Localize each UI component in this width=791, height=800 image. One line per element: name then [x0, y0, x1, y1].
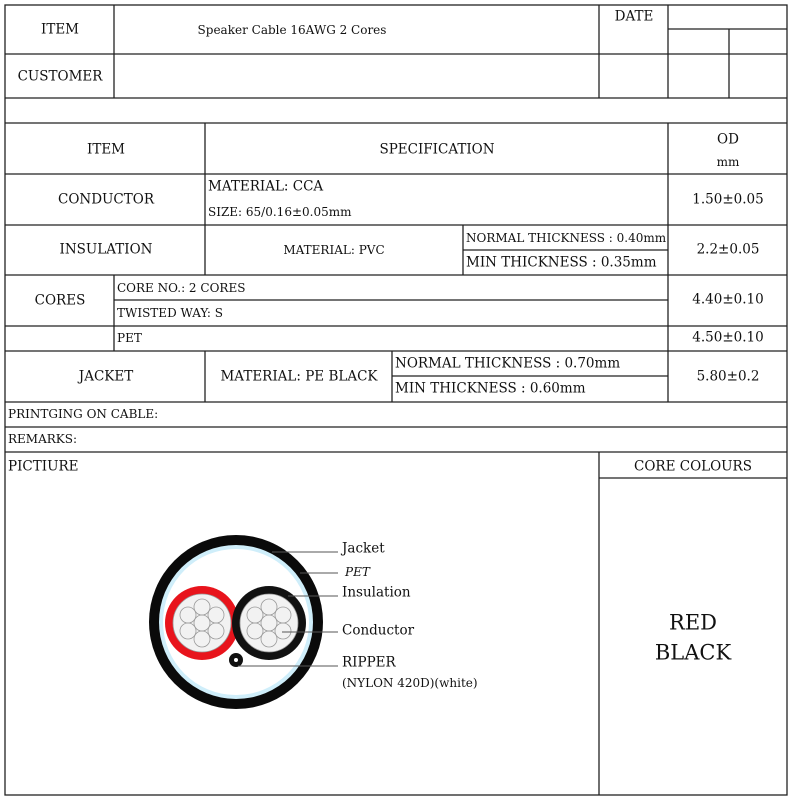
date-label: DATE [614, 8, 654, 25]
callout-pet: PET [345, 565, 370, 579]
callout-insulation: Insulation [342, 584, 411, 601]
picture-label: PICTIURE [8, 458, 79, 475]
col-od-header: OD [717, 131, 739, 148]
col-od-unit: mm [716, 155, 740, 169]
insulation-min-thickness: MIN THICKNESS : 0.35mm [466, 254, 657, 271]
jacket-name: JACKET [78, 368, 134, 385]
col-spec-header: SPECIFICATION [379, 141, 495, 158]
core-colours-label: CORE COLOURS [634, 458, 752, 475]
conductor-name: CONDUCTOR [58, 191, 154, 208]
conductor-od: 1.50±0.05 [692, 191, 764, 208]
conductor-material: MATERIAL: CCA [208, 178, 324, 195]
jacket-min-thickness: MIN THICKNESS : 0.60mm [395, 380, 586, 397]
black-core-conductor [240, 594, 298, 652]
red-core-conductor [173, 594, 231, 652]
col-item-header: ITEM [86, 141, 126, 158]
jacket-normal-thickness: NORMAL THICKNESS : 0.70mm [395, 355, 621, 372]
insulation-normal-thickness: NORMAL THICKNESS : 0.40mm [466, 231, 667, 245]
jacket-od: 5.80±0.2 [696, 368, 760, 385]
conductor-size: SIZE: 65/0.16±0.05mm [208, 205, 352, 219]
cores-core-no: CORE NO.: 2 CORES [117, 281, 246, 295]
remarks-label: REMARKS: [8, 432, 78, 446]
jacket-material: MATERIAL: PE BLACK [220, 368, 378, 385]
callout-ripper: RIPPER [342, 654, 396, 671]
cores-od: 4.40±0.10 [692, 291, 764, 308]
insulation-material: MATERIAL: PVC [283, 243, 385, 257]
callout-ripper-detail: (NYLON 420D)(white) [342, 676, 478, 690]
core-colour-black: BLACK [654, 640, 732, 665]
printing-label: PRINTGING ON CABLE: [8, 407, 159, 421]
cores-name: CORES [34, 292, 86, 309]
customer-label: CUSTOMER [17, 68, 103, 85]
callout-jacket: Jacket [342, 540, 385, 557]
insulation-name: INSULATION [59, 241, 153, 258]
cores-twisted-way: TWISTED WAY: S [117, 306, 223, 320]
pet-name: PET [117, 331, 142, 345]
insulation-od: 2.2±0.05 [696, 241, 760, 258]
core-colour-red: RED [669, 610, 717, 635]
item-label: ITEM [40, 21, 80, 38]
callout-conductor: Conductor [342, 622, 415, 639]
pet-od: 4.50±0.10 [692, 329, 764, 346]
item-value: Speaker Cable 16AWG 2 Cores [197, 23, 387, 37]
